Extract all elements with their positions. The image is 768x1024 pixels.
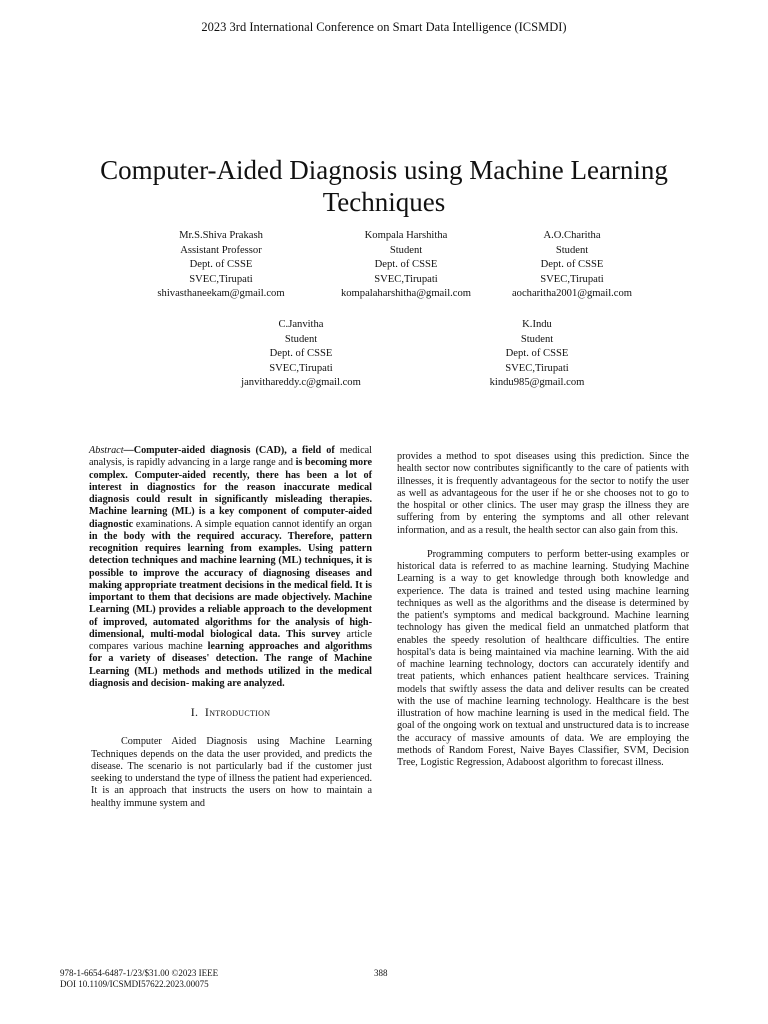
body-paragraph: Programming computers to perform better-using examples or historical data is referred to as machine learning. Studying Machine Learning is a way to get knowledge through both knowledge and experience. The data is trained and tested using machine learning techniques as well as the algorithms and the disease is determined by the patient's symptoms and medical background. Machine learning technology has given the medical field an unmatched platform that enables the speedy resolution of healthcare difficulties. The entire hospital's data is being maintained via machine learning. With the aid of machine learning technology, doctors can accurately identify and treat patients, which enhances patient healthcare services. Training models that swiftly assess the data and deliver results can be created with the use of machine learning technology. Healthcare is the best illustration of how machine learning is used in the medical field. The goal of the ongoing work on textual and unstructured data is to increase the accuracy of massive amounts of data. We are employing the methods of Random Forest, Naive Bayes Classifier, SVM, Decision Tree, Logistic Regression, Adaboost algorithm to forecast illness. (397, 548, 689, 768)
author-role: Assistant Professor (180, 244, 262, 256)
author-institution: SVEC,Tirupati (374, 273, 438, 285)
author-email: kindu985@gmail.com (489, 377, 585, 389)
author-email: shivasthaneekam@gmail.com (157, 288, 285, 300)
page-number: 388 (374, 968, 388, 978)
left-column (89, 445, 372, 810)
abstract-text: article compares various machine (89, 628, 372, 652)
section-title: Introduction (204, 705, 271, 719)
abstract-lead: Abstract (89, 445, 124, 456)
abstract-text: in the body with the required accuracy. Therefore, pattern recognition requires learning from examples. Using pattern detection techniques and machine learning (ML) techniques, it is possible to improve the accuracy of diagnosing diseases and making appropriate treatment decisions in the medical field. It is important to them that decisions are made objectively. Machine Learning (ML) provides a reliable approach to the development of improved, automated algorithms for the analysis of high- dimensional, multi-modal biological data. This survey (89, 530, 372, 640)
author-dept: Dept. of CSSE (540, 259, 604, 271)
author-institution: SVEC,Tirupati (269, 362, 333, 374)
section-number: I. (190, 705, 199, 719)
footer-doi: DOI 10.1109/ICSMDI57622.2023.00075 (60, 979, 209, 989)
footer-isbn: 978-1-6654-6487-1/23/$31.00 ©2023 IEEE (60, 968, 219, 978)
body-paragraph: provides a method to spot diseases using this prediction. Since the health sector now contributes significantly to the care of patients with illnesses, it is frequently advantageous for the sector to notify the user as well as advantageous for the user if he or she chooses not to go to the hospital or other clinics. The user may grasp the illness they are suffering from by entering the symptoms and all other relevant information, and as a result, the health sector can also gain from this. (397, 451, 689, 536)
author-block (196, 318, 406, 391)
author-dept: Dept. of CSSE (374, 259, 438, 271)
abstract-paragraph (89, 445, 372, 690)
conference-header: 2023 3rd International Conference on Smart Data Intelligence (ICSMDI) (201, 20, 567, 34)
section-heading (89, 706, 372, 718)
author-role: Student (555, 244, 589, 256)
author-institution: SVEC,Tirupati (540, 273, 604, 285)
author-role: Student (284, 333, 318, 345)
author-name: K.Indu (522, 319, 552, 330)
author-role: Student (389, 244, 423, 256)
right-column (397, 451, 689, 769)
author-name: A.O.Charitha (543, 230, 601, 241)
author-email: aocharitha2001@gmail.com (511, 288, 633, 300)
author-email: kompalaharshitha@gmail.com (340, 288, 472, 300)
author-name: C.Janvitha (278, 319, 324, 330)
abstract-text: learning approaches and algorithms for a variety of diseases' detection. The range of Machine Learning (ML) methods and methods utilized in the medical diagnosis and decision- making are analyzed. (89, 641, 372, 689)
author-name: Mr.S.Shiva Prakash (179, 230, 263, 241)
author-name: Kompala Harshitha (364, 230, 448, 241)
abstract-text: —Computer-aided diagnosis (CAD), a field of (123, 445, 340, 456)
paper-title: Computer-Aided Diagnosis using Machine Learning Techniques (100, 155, 668, 217)
author-block (116, 229, 326, 302)
abstract-text: is becoming more complex. Computer-aided recently, there has been a lot of interest in diagnostics for the reason inaccurate medical diagnosis could result in significantly misleading therapies. Machine learning (ML) is a key component of computer-aided diagnostic (89, 457, 372, 530)
abstract-text: examinations. A simple equation cannot identify an organ (135, 518, 373, 530)
footer-publication-info (60, 968, 218, 990)
author-role: Student (520, 333, 554, 345)
author-institution: SVEC,Tirupati (189, 273, 253, 285)
author-dept: Dept. of CSSE (505, 348, 569, 360)
author-block (467, 229, 677, 302)
author-institution: SVEC,Tirupati (505, 362, 569, 374)
author-email: janvithareddy.c@gmail.com (241, 377, 361, 389)
author-block (432, 318, 642, 391)
introduction-paragraph: Computer Aided Diagnosis using Machine Learning Techniques depends on the data the user provided, and predicts the disease. The scenario is not particularly bad if the customer just seeking to understand the type of illness the patient had experienced. It is an approach that instructs the users on how to maintain a healthy immune system and (91, 736, 372, 809)
abstract-text: medical analysis, is rapidly advancing in a large range and (89, 445, 372, 469)
author-dept: Dept. of CSSE (269, 348, 333, 360)
author-dept: Dept. of CSSE (189, 259, 253, 271)
